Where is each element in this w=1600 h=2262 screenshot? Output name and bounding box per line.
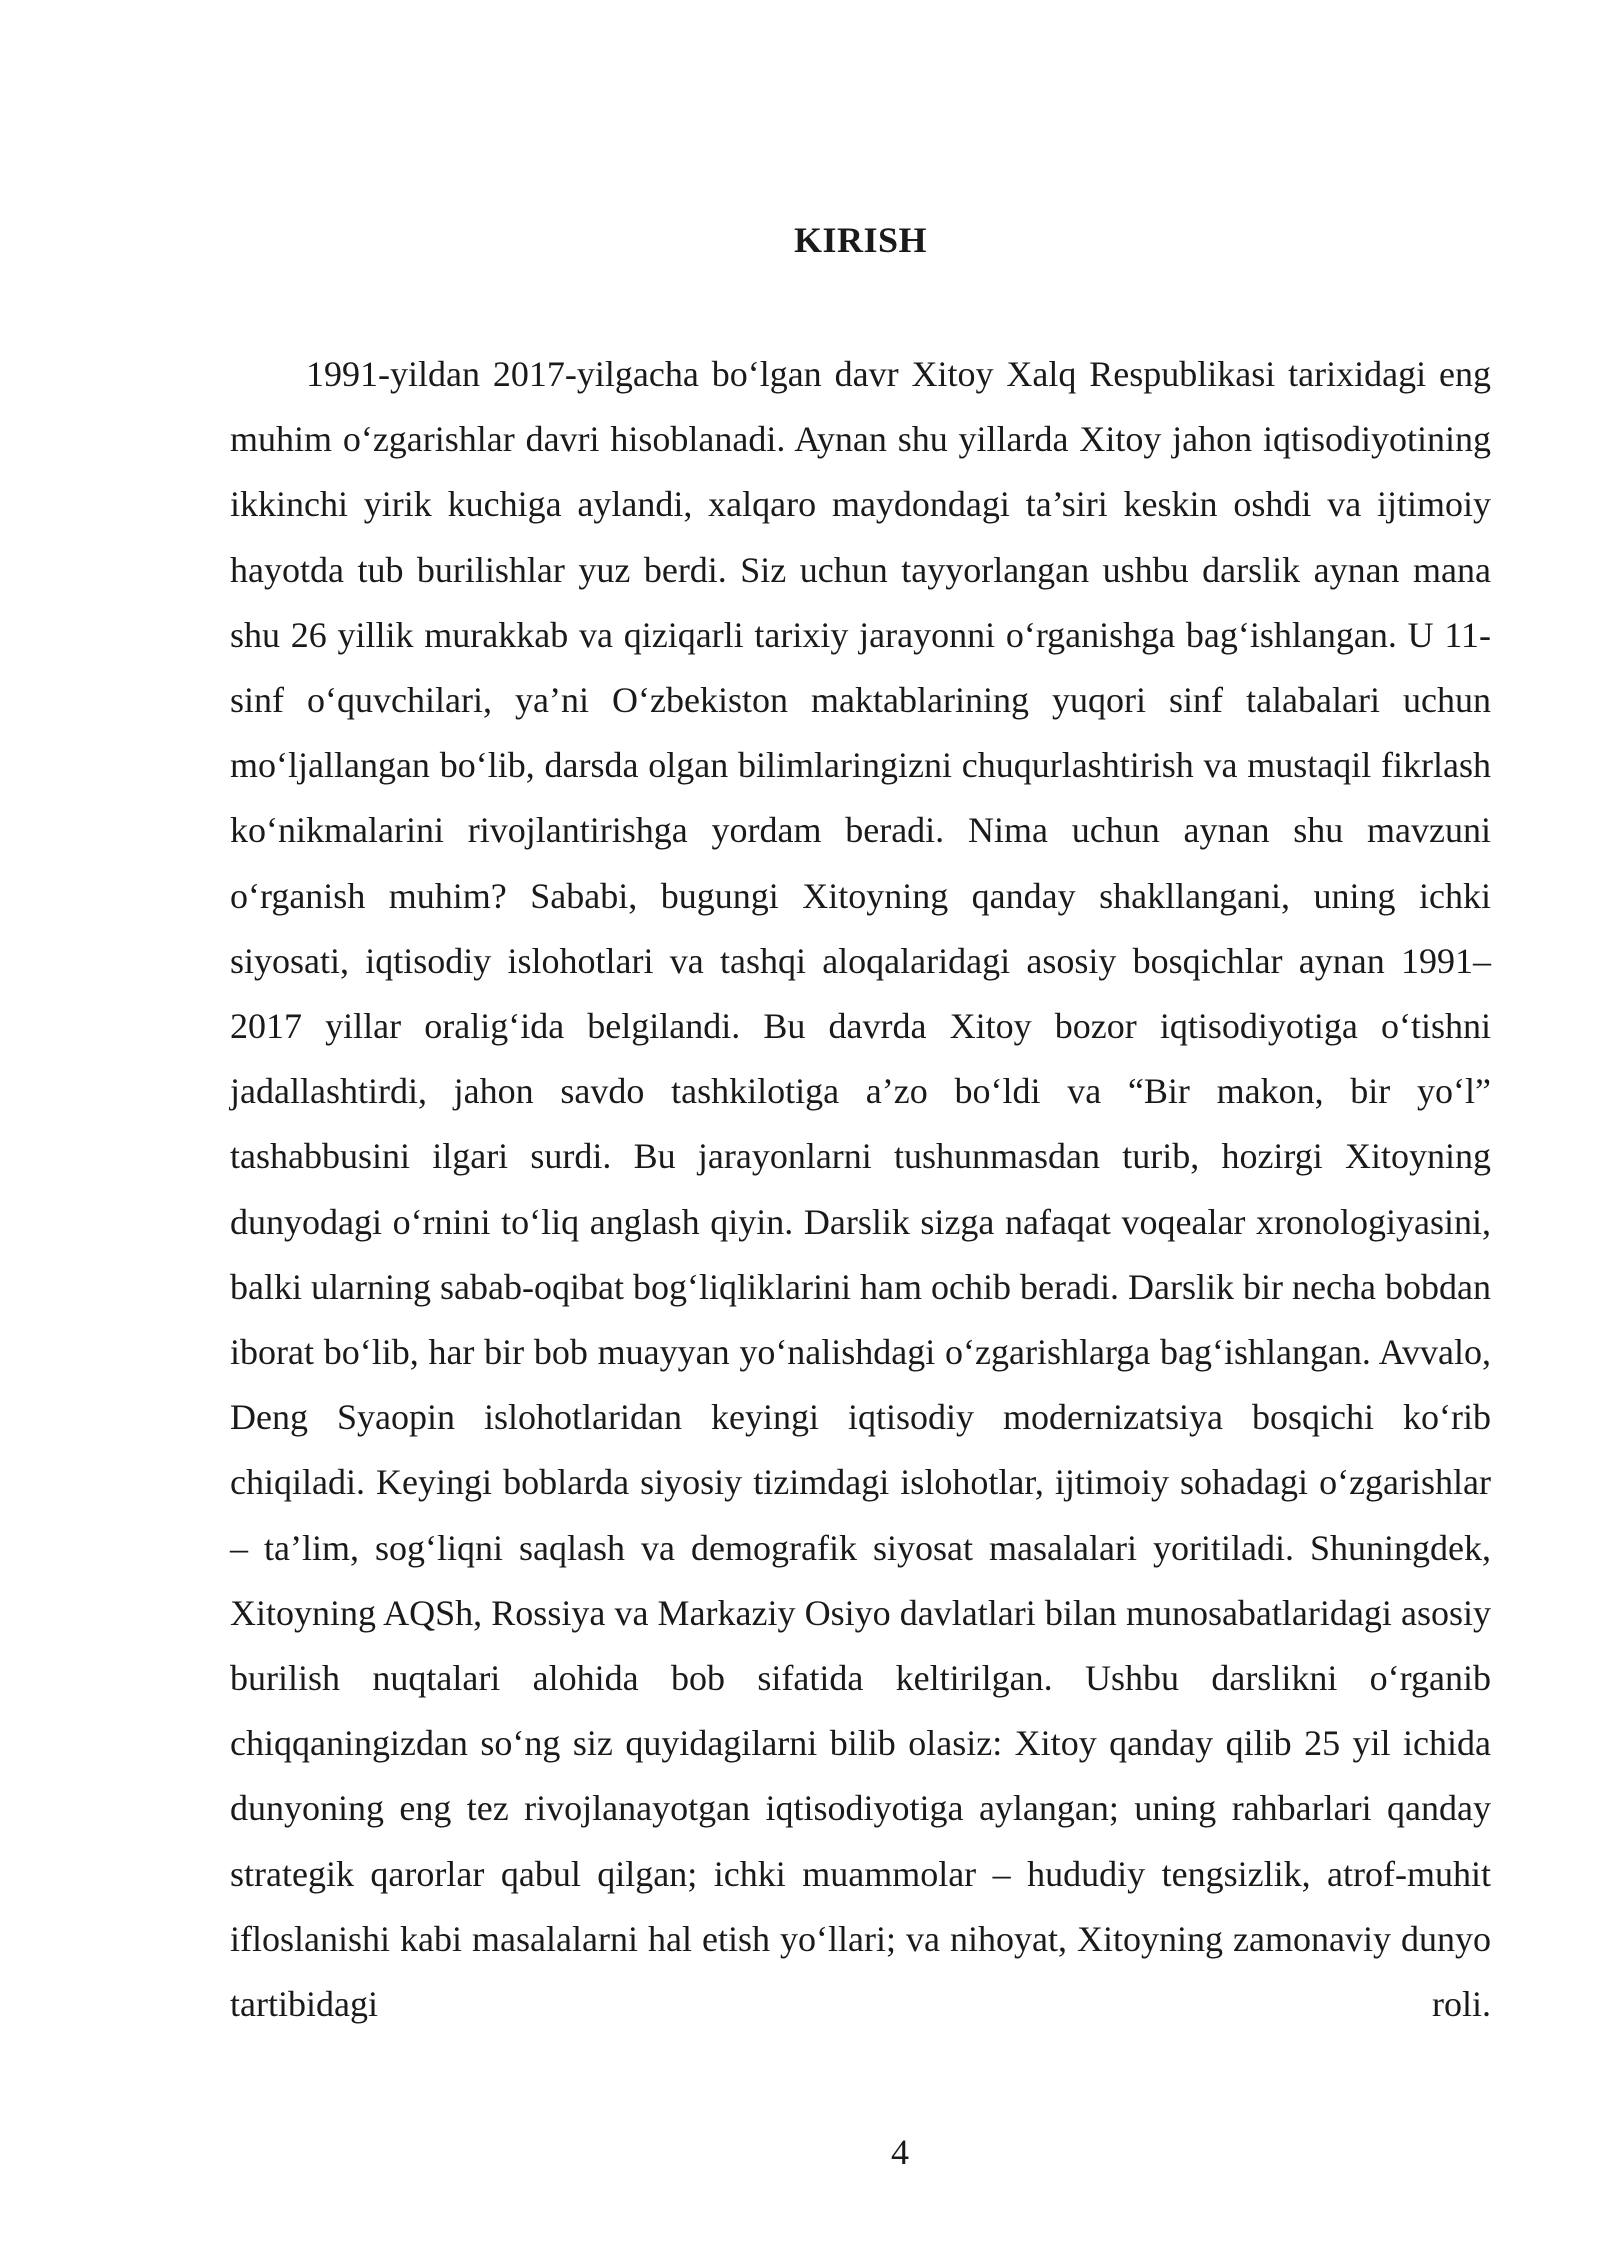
body-paragraph: 1991-yildan 2017-yilgacha bo‘lgan davr Xitoy Xalq Respublikasi tarixidagi eng muhim o‘zgarishlar davri hisoblanadi. Aynan shu yillarda Xitoy jahon iqtisodiyotining ikkinchi yirik kuchiga aylandi, xalqaro maydondagi ta’siri keskin oshdi va ijtimoiy hayotda tub burilishlar yuz berdi. Siz uchun tayyorlangan ushbu darslik aynan mana shu 26 yillik murakkab va qiziqarli tarixiy jarayonni o‘rganishga bag‘ishlangan. U 11-sinf o‘quvchilari, ya’ni O‘zbekiston maktablarining yuqori sinf talabalari uchun mo‘ljallangan bo‘lib, darsda olgan bilimlaringizni chuqurlashtirish va mustaqil fikrlash ko‘nikmalarini rivojlantirishga yordam beradi. Nima uchun aynan shu mavzuni o‘rganish muhim? Sababi, bugungi Xitoyning qanday shakllangani, uning ichki siyosati, iqtisodiy islohotlari va tashqi aloqalaridagi asosiy bosqichlar aynan 1991–2017 yillar oralig‘ida belgilandi. Bu davrda Xitoy bozor iqtisodiyotiga o‘tishni jadallashtirdi, jahon savdo tashkilotiga a’zo bo‘ldi va “Bir makon, bir yo‘l” tashabbusini ilgari surdi. Bu jarayonlarni tushunmasdan turib, hozirgi Xitoyning dunyodagi o‘rnini to‘liq anglash qiyin. Darslik sizga nafaqat voqealar xronologiyasini, balki ularning sabab-oqibat bog‘liqliklarini ham ochib beradi. Darslik bir necha bobdan iborat bo‘lib, har bir bob muayyan yo‘nalishdagi o‘zgarishlarga bag‘ishlangan. Avvalo, Deng Syaopin islohotlaridan keyingi iqtisodiy modernizatsiya bosqichi ko‘rib chiqiladi. Keyingi boblarda siyosiy tizimdagi islohotlar, ijtimoiy sohadagi o‘zgarishlar – ta’lim, sog‘liqni saqlash va demografik siyosat masalalari yoritiladi. Shuningdek, Xitoyning AQSh, Rossiya va Markaziy Osiyo davlatlari bilan munosabatlaridagi asosiy burilish nuqtalari alohida bob sifatida keltirilgan. Ushbu darslikni o‘rganib chiqqaningizdan so‘ng siz quyidagilarni bilib olasiz: Xitoy qanday qilib 25 yil ichida dunyoning eng tez rivojlanayotgan iqtisodiyotiga aylangan; uning rahbarlari qanday strategik qarorlar qabul qilgan; ichki muammolar – hududiy tengsizlik, atrof-muhit ifloslanishi kabi masalalarni hal etish yo‘llari; va nihoyat, Xitoyning zamonaviy dunyo tartibidagi roli. <box>230 354 1491 2025</box>
section-heading: KIRISH <box>793 220 928 260</box>
page-number: 4 <box>891 2132 909 2172</box>
